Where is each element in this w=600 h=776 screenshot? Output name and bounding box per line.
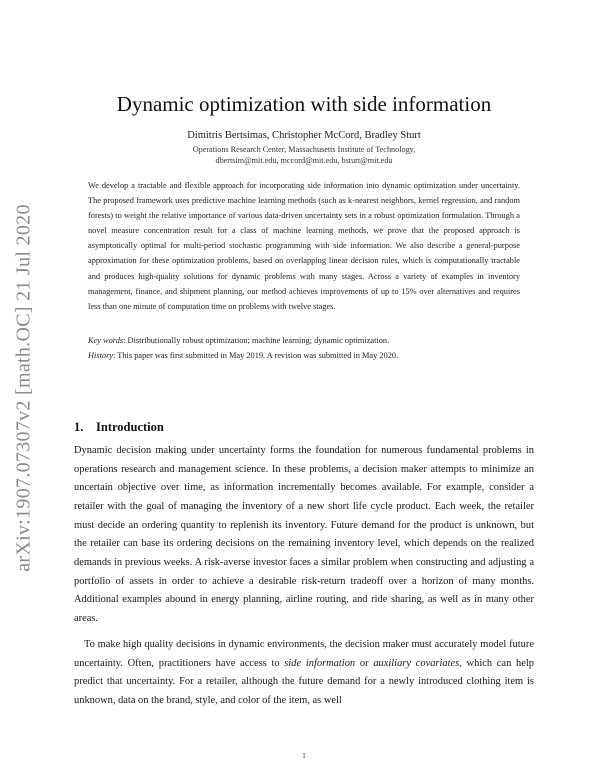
keywords-label: Key words [88, 336, 124, 345]
section-heading-introduction [74, 420, 164, 435]
affiliation-line: Operations Research Center, Massachusetts Institute of Technology, [192, 145, 416, 154]
keywords-line [88, 336, 520, 345]
term-side-information: side information [284, 657, 356, 669]
history-text: : This paper was first submitted in May 2019. A revision was submitted in May 2020. [113, 351, 399, 360]
history-line [88, 351, 520, 360]
arxiv-identifier-stamp: arXiv:1907.07307v2 [math.OC] 21 Jul 2020 [12, 204, 35, 572]
paragraph2-part2: or [355, 657, 374, 669]
affiliation-block [74, 144, 534, 166]
section-number: 1. [74, 420, 84, 434]
intro-paragraph-1: Dynamic decision making under uncertainty forms the foundation for numerous fundamental problems in operations research and management science. In these problems, a decision maker attempts to minimize an uncertain objective over time, as information incrementally becomes available. For example, consider a retailer with the goal of managing the inventory of a new short life cycle product. Each week, the retailer must decide an ordering quantity to replenish its inventory. Future demand for the product is unknown, but the retailer can base its ordering decisions on the remaining inventory level, which depends on the realized demands in previous weeks. A risk-averse investor faces a similar problem when constructing and adjusting a portfolio of assets in order to achieve a desirable risk-return tradeoff over a horizon of many months. Additional examples abound in energy planning, airline routing, and ride sharing, as well as in many other areas. [74, 445, 534, 624]
paragraph2-part1: To make high quality decisions in dynamic environments, the decision maker must accurately model future uncertainty. Often, practitioners have access to [74, 639, 534, 669]
abstract: We develop a tractable and flexible approach for incorporating side information into dynamic optimization under uncertainty. The proposed framework uses predictive machine learning methods (such as k-nearest neighbors, kernel regression, and random forests) to weight the relative importance of various data-driven uncertainty sets in a robust optimization formulation. Through a novel measure concentration result for a class of machine learning methods, we prove that the proposed approach is asymptotically optimal for multi-period stochastic programming with side information. We also describe a general-purpose approximation for these optimization problems, based on overlapping linear decision rules, which is computationally tractable and produces high-quality solutions for dynamic problems with many stages. Across a variety of examples in inventory management, finance, and shipment planning, our method achieves improvements of up to 15% over alternatives and requires less than one minute of computation time on problems with twelve stages. [88, 181, 520, 311]
paragraph2-part3: , which can help predict that uncertainty. For a retailer, although the future demand for a newly introduced clothing item is unknown, data on the brand, style, and color of the item, as well [74, 657, 534, 706]
section-title: Introduction [96, 420, 164, 434]
page-number: 1 [302, 751, 306, 760]
paper-title: Dynamic optimization with side information [116, 92, 492, 116]
history-label: History [88, 351, 114, 360]
author-emails: dbertsim@mit.edu, mccord@mit.edu, bsturt@mit.edu [215, 156, 393, 165]
term-auxiliary-covariates: auxiliary covariates [373, 657, 460, 669]
keywords-text: : Distributionally robust optimization; machine learning; dynamic optimization. [123, 336, 390, 345]
intro-paragraph-2 [74, 636, 534, 711]
author-list: Dimitris Bertsimas, Christopher McCord, Bradley Sturt [187, 130, 421, 141]
